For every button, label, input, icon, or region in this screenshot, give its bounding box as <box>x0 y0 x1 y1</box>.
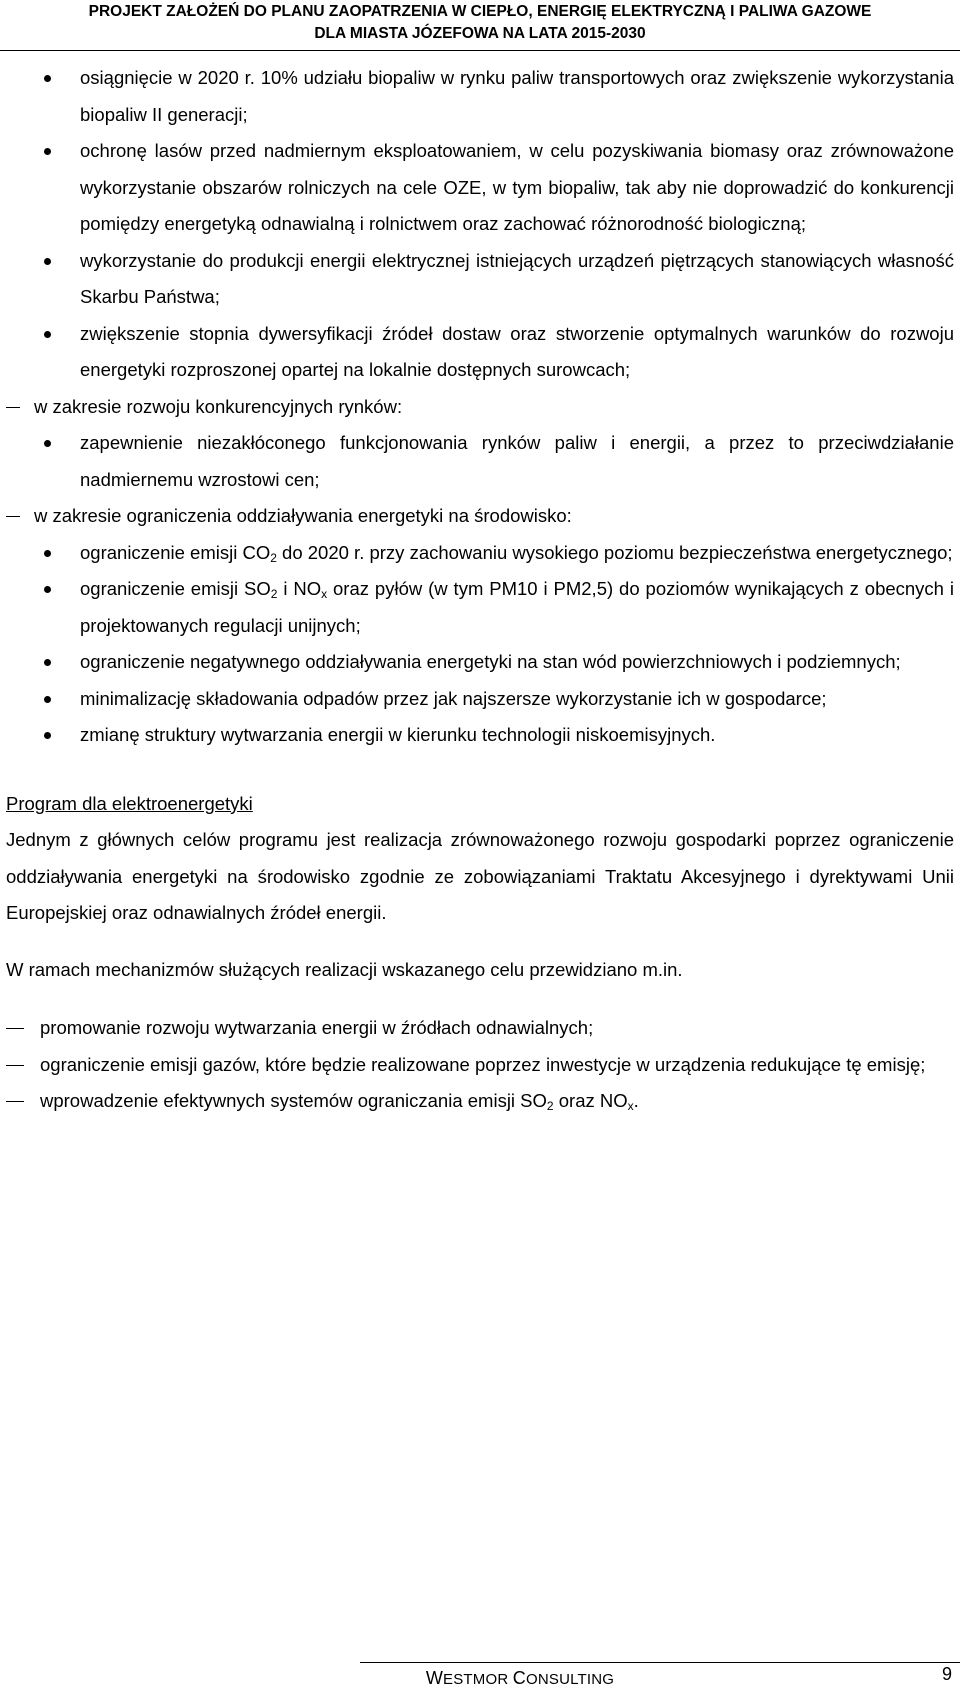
footer-brand: WESTMOR CONSULTING <box>425 1668 615 1688</box>
header-title-line2: DLA MIASTA JÓZEFOWA NA LATA 2015-2030 <box>314 25 646 42</box>
bullet-forest-protection: ochronę lasów przed nadmiernym eksploatowaniem, w celu pozyskiwania biomasy oraz zrównoważone wykorzystanie obszarów rolniczych na cele OZE, w tym biopaliw, tak aby nie doprowadzić do konkurencji pomiędzy energetyką odnawialną i rolnictwem oraz zachować różnorodność biologiczną; <box>6 133 954 243</box>
page-number: 9 <box>941 1664 952 1684</box>
paragraph-goals: Jednym z głównych celów programu jest realizacja zrównoważonego rozwoju gospodarki poprzez ograniczenie oddziaływania energetyki na środowisko zgodnie ze zobowiązaniami Traktatu Akcesyjnego i dyrektywami Unii Europejskiej oraz odnawialnych źródeł energii. <box>6 829 954 923</box>
dash-emission-systems: wprowadzenie efektywnych systemów ograniczania emisji $SO_2$ oraz $NO_x$. <box>6 1083 954 1120</box>
bullet-hydro-devices: wykorzystanie do produkcji energii elektrycznej istniejących urządzeń piętrzących stanowiących własność Skarbu Państwa; <box>6 243 954 316</box>
bullet-market-functioning: zapewnienie niezakłóconego funkcjonowania rynków paliw i energii, a przez to przeciwdziałanie nadmiernemu wzrostowi cen; <box>6 425 954 498</box>
bullet-waste: minimalizację składowania odpadów przez jak najszersze wykorzystanie ich w gospodarce; <box>6 681 954 718</box>
footer-divider <box>360 1662 960 1663</box>
page-header <box>0 0 960 48</box>
dash-renewables: promowanie rozwoju wytwarzania energii w źródłach odnawialnych; <box>6 1010 954 1047</box>
bullet-water-impact: ograniczenie negatywnego oddziaływania energetyki na stan wód powierzchniowych i podziemnych; <box>6 644 954 681</box>
section-heading: Program dla elektroenergetyki <box>6 792 253 814</box>
bullet-so2-nox-emission: ograniczenie emisji $SO_2$ i $NO_x$ oraz pyłów (w tym PM10 i PM2,5) do poziomów wynikających z obecnych i projektowanych regulacji unijnych; <box>6 571 954 644</box>
bullet-low-emission: zmianę struktury wytwarzania energii w kierunku technologii niskoemisyjnych. <box>6 717 954 754</box>
dash-competitive-markets: w zakresie rozwoju konkurencyjnych rynków: <box>6 389 954 426</box>
dash-gas-emission: ograniczenie emisji gazów, które będzie realizowane poprzez inwestycje w urządzenia redukujące tę emisję; <box>6 1047 954 1084</box>
dash-environment: w zakresie ograniczenia oddziaływania energetyki na środowisko: <box>6 498 954 535</box>
paragraph-mechanisms: W ramach mechanizmów służących realizacji wskazanego celu przewidziano m.in. <box>6 958 683 980</box>
bullet-diversification: zwiększenie stopnia dywersyfikacji źródeł dostaw oraz stworzenie optymalnych warunków do rozwoju energetyki rozproszonej opartej na lokalnie dostępnych surowcach; <box>6 316 954 389</box>
bullet-co2-emission: ograniczenie emisji $CO_2$ do 2020 r. przy zachowaniu wysokiego poziomu bezpieczeństwa energetycznego; <box>6 535 954 572</box>
header-title-line1: PROJEKT ZAŁOŻEŃ DO PLANU ZAOPATRZENIA W CIEPŁO, ENERGIĘ ELEKTRYCZNĄ I PALIWA GAZOWE <box>88 3 872 20</box>
document-body <box>6 60 954 1120</box>
bullet-biofuels: osiągnięcie w 2020 r. 10% udziału biopaliw w rynku paliw transportowych oraz zwiększenie wykorzystania biopaliw II generacji; <box>6 60 954 133</box>
header-divider <box>0 50 960 51</box>
